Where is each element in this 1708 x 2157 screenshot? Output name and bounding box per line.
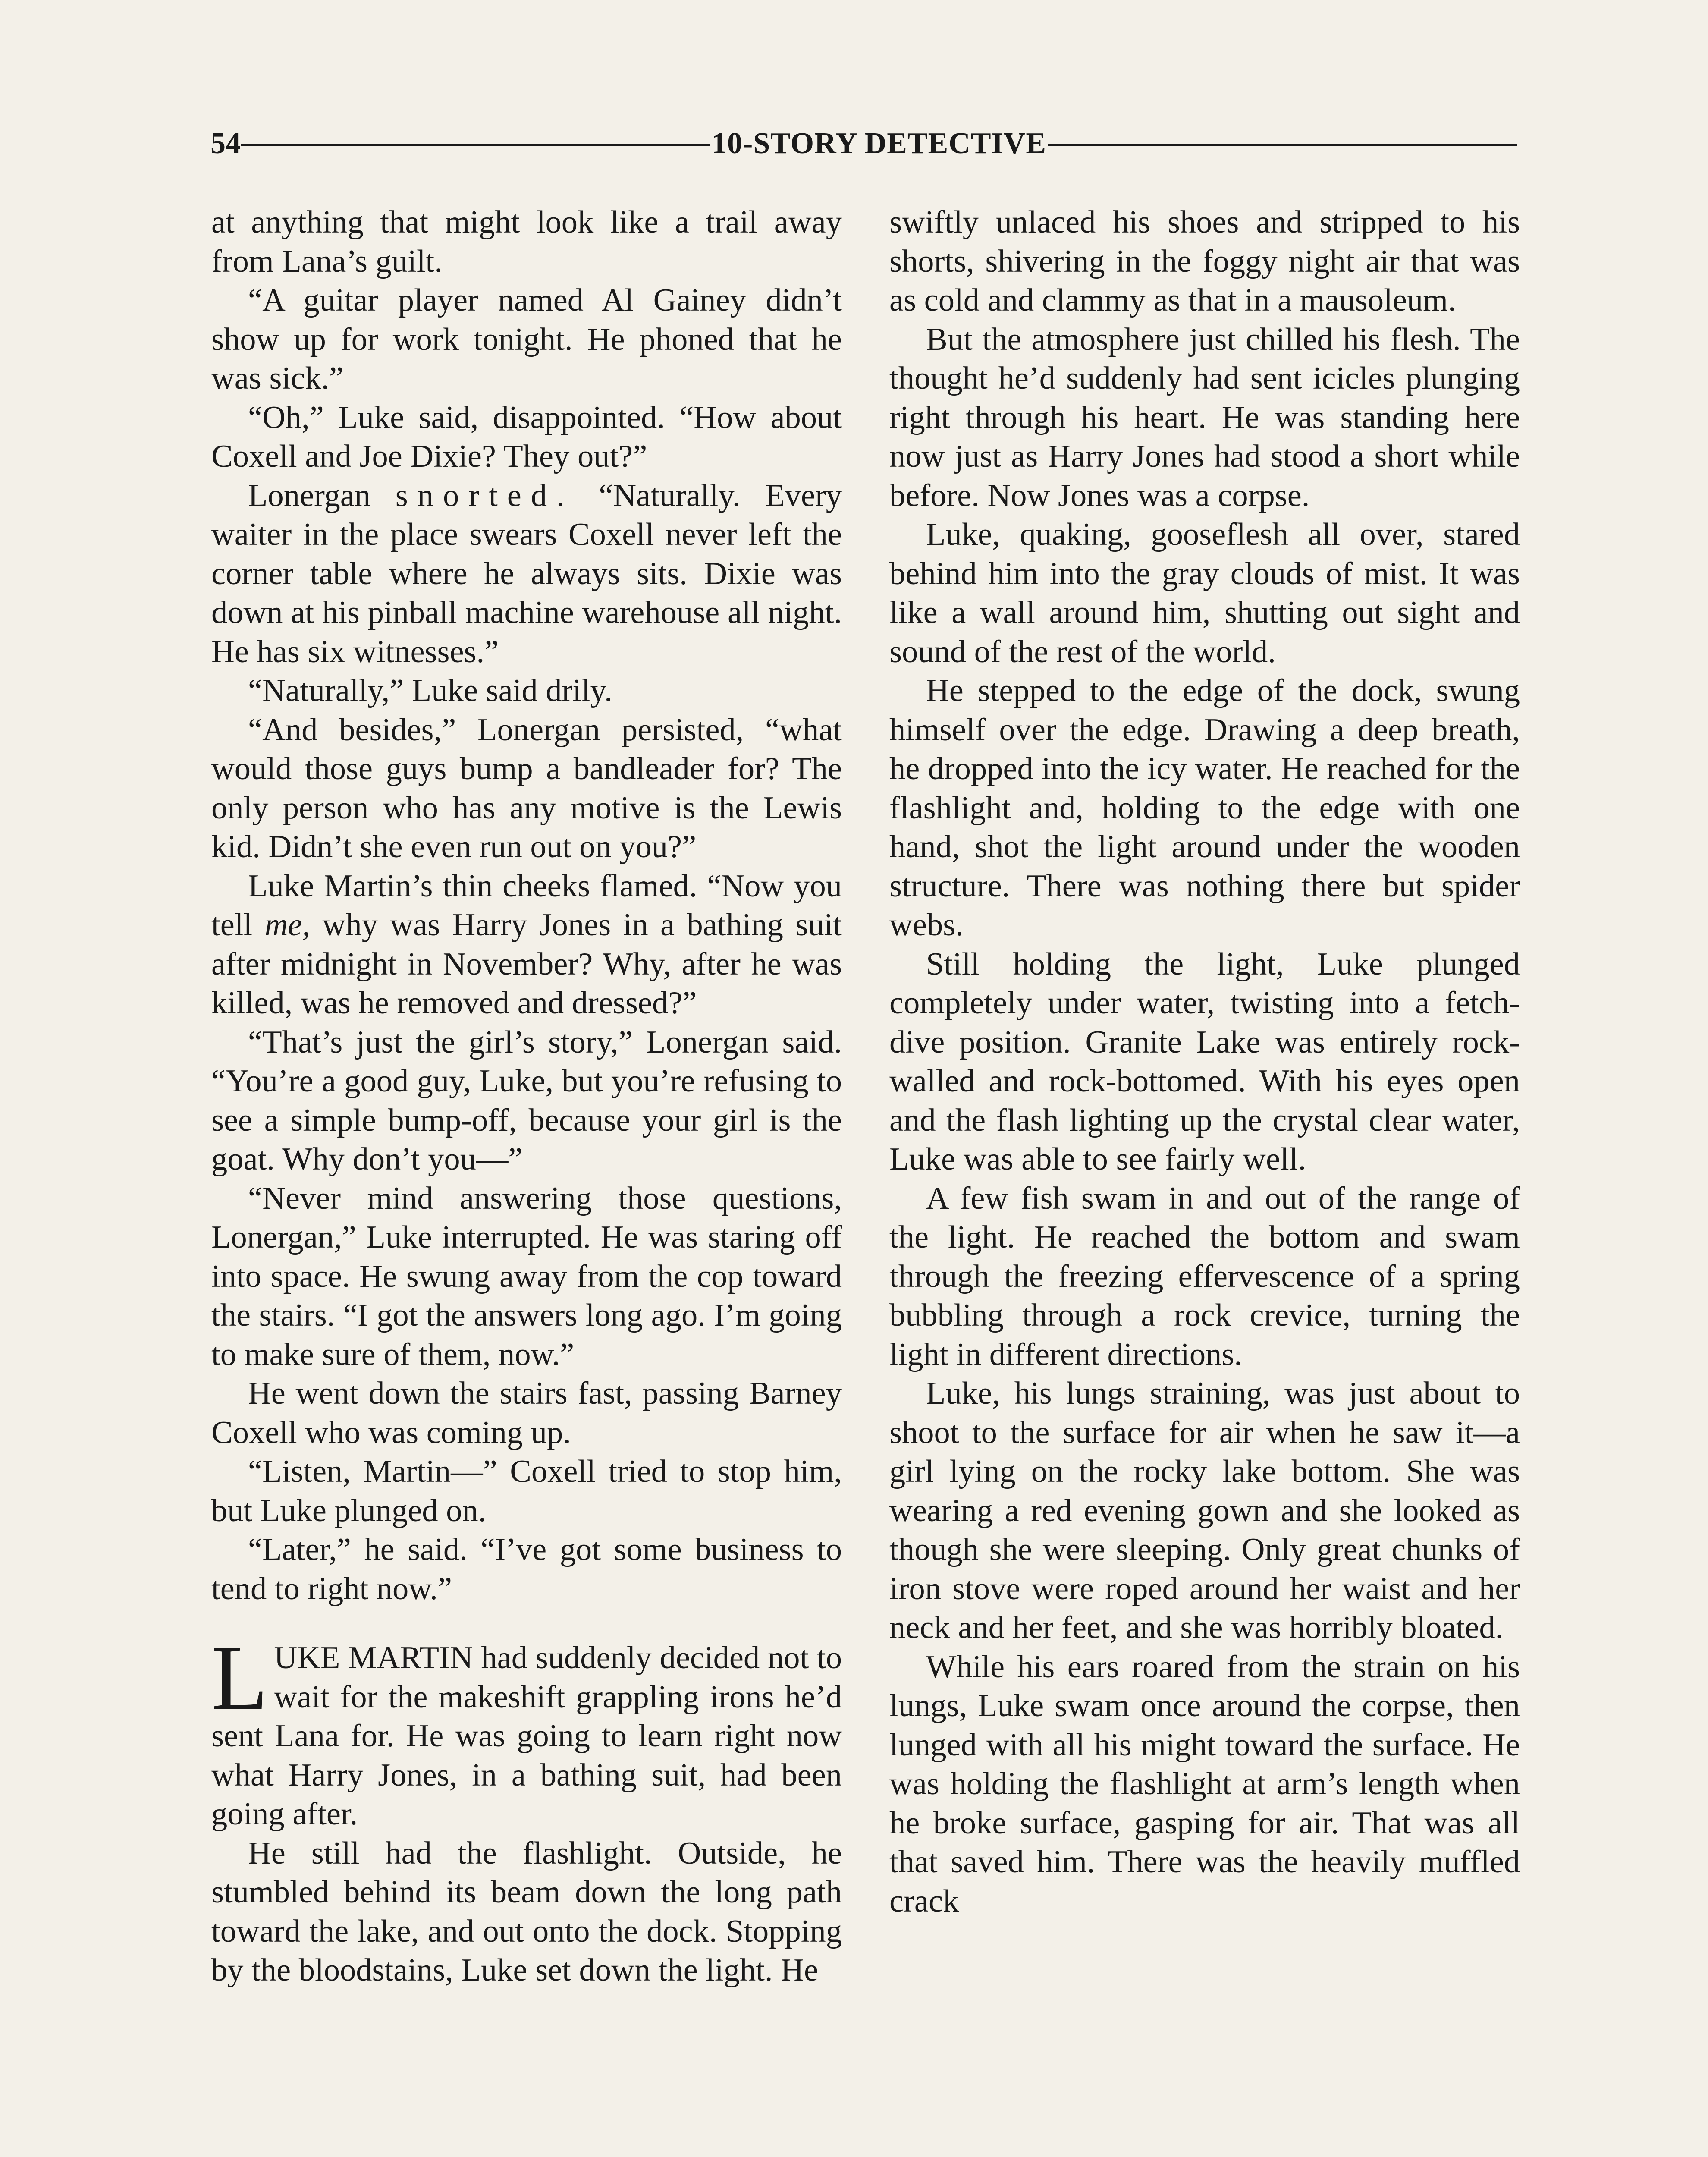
paragraph: Luke, quaking, gooseflesh all over, stared behind him into the gray clouds of mist. It was like a wall around him, shutting out sight and sound of the rest of the world.: [889, 517, 1520, 670]
spaced-word: snorted.: [395, 478, 574, 513]
paragraph: While his ears roared from the strain on his lungs, Luke swam once around the corpse, then lunged with all his might toward the surface. He was holding the flashlight at arm’s length when he broke surface, gasping for air. That was all that saved him. There was the heavily muffled crack: [889, 1649, 1520, 1919]
paragraph: swiftly unlaced his shoes and stripped to his shorts, shivering in the foggy night air that was as cold and clammy as that in a mausoleum.: [889, 204, 1520, 318]
right-column: [889, 203, 1520, 1921]
drop-cap: L: [211, 1626, 268, 1729]
paragraph: He still had the flashlight. Outside, he stumbled behind its beam down the long path toward the lake, and out onto the dock. Stopping by the bloodstains, Luke set down the light. He: [211, 1835, 842, 1988]
paragraph: He went down the stairs fast, passing Barney Coxell who was coming up.: [211, 1376, 842, 1450]
section-opening-paragraph: [211, 1626, 842, 1834]
header-rule-right: [1048, 144, 1517, 146]
paragraph: “And besides,” Lonergan persisted, “what would those guys bump a bandleader for? The only person who has any motive is the Lewis kid. Didn’t she even run out on you?”: [211, 712, 842, 865]
emphasis-word: me,: [264, 907, 311, 943]
paragraph-text: UKE MARTIN had suddenly decided not to wait for the makeshift grappling irons he’d sent Lana for. He was going to learn right now what Harry Jones, in a bathing suit, had been going after.: [211, 1640, 842, 1832]
paragraph: “Never mind answering those questions, Lonergan,” Luke interrupted. He was staring off into space. He swung away from the cop toward the stairs. “I got the answers long ago. I’m going to make sure of them, now.”: [211, 1180, 842, 1372]
paragraph: “Naturally,” Luke said drily.: [248, 673, 612, 708]
paragraph: “Oh,” Luke said, disappointed. “How about Coxell and Joe Dixie? They out?”: [211, 399, 842, 474]
paragraph: Still holding the light, Luke plunged completely under water, twisting into a fetch-dive position. Granite Lake was entirely rock-walled and rock-bottomed. With his eyes open and the flash lighting up the crystal clear water, Luke was able to see fairly well.: [889, 946, 1520, 1177]
paragraph-text: Luke Martin’s thin cheeks flamed. “Now you tell: [211, 868, 842, 943]
paragraph: “A guitar player named Al Gainey didn’t show up for work tonight. He phoned that he was sick.”: [211, 283, 842, 396]
paragraph: [211, 476, 842, 672]
page-header: [210, 124, 1517, 163]
paragraph: But the atmosphere just chilled his flesh. The thought he’d suddenly had sent icicles plunging right through his heart. He was standing here now just as Harry Jones had stood a short while before. Now Jones was a corpse.: [889, 321, 1520, 513]
paragraph: at anything that might look like a trail away from Lana’s guilt.: [211, 204, 842, 279]
paragraph: “Listen, Martin—” Coxell tried to stop him, but Luke plunged on.: [211, 1454, 842, 1528]
paragraph: “That’s just the girl’s story,” Lonergan said. “You’re a good guy, Luke, but you’re refusing to see a simple bump-off, because your girl is the goat. Why don’t you—”: [211, 1024, 842, 1177]
paragraph: He stepped to the edge of the dock, swung himself over the edge. Drawing a deep breath, he dropped into the icy water. He reached for the flashlight and, holding to the edge with one hand, shot the light around under the wooden structure. There was nothing there but spider webs.: [889, 673, 1520, 943]
magazine-title: 10-STORY DETECTIVE: [712, 127, 1047, 160]
paragraph-text: Lonergan: [248, 478, 371, 513]
paragraph: Luke, his lungs straining, was just about to shoot to the surface for air when he saw it—a girl lying on the rocky lake bottom. She was wearing a red evening gown and she looked as though she were sleeping. Only great chunks of iron stove were roped around her waist and her neck and her feet, and she was horribly bloated.: [889, 1376, 1520, 1645]
paragraph: [211, 867, 842, 1023]
header-rule-left: [241, 144, 710, 146]
left-column: [211, 203, 842, 1990]
paragraph: “Later,” he said. “I’ve got some business to tend to right now.”: [211, 1532, 842, 1607]
paragraph-text: “Naturally. Every waiter in the place swears Coxell never left the corner table where he always sits. Dixie was down at his pinball machine warehouse all night. He has six witnesses.”: [211, 478, 842, 670]
paragraph: A few fish swam in and out of the range of the light. He reached the bottom and swam through the freezing effervescence of a spring bubbling through a rock crevice, turning the light in different directions.: [889, 1180, 1520, 1372]
paragraph-text: why was Harry Jones in a bathing suit after midnight in November? Why, after he was killed, was he removed and dressed?”: [211, 907, 842, 1021]
page-number: 54: [210, 127, 241, 160]
